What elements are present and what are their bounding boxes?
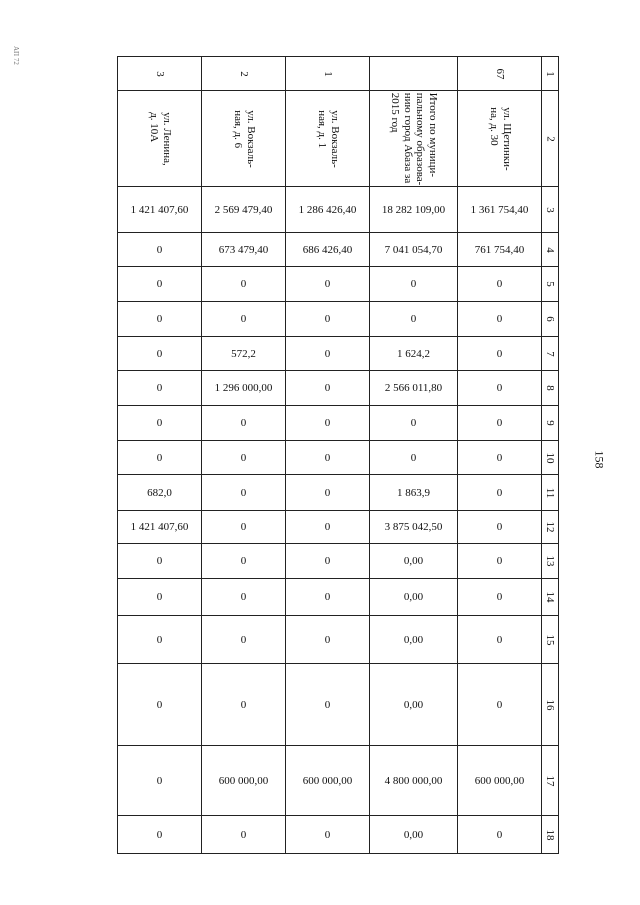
row-number-cell [542,579,559,616]
header-label: ул. Щетинки- на, д. 30 [487,106,513,171]
value-cell: 0 [118,579,202,616]
row-number-cell [542,187,559,233]
row-number-cell [542,544,559,579]
value-cell: 0 [286,406,370,441]
value-cell: 0 [370,267,458,302]
row-number-cell [542,511,559,544]
row-number-cell [542,816,559,854]
table-row [118,267,559,302]
value-cell: 0,00 [370,579,458,616]
value-cell: 0 [118,233,202,267]
value-cell: 0 [458,337,542,371]
value-cell: 1 296 000,00 [202,371,286,406]
value-cell: 0 [370,302,458,337]
value-cell: 0 [202,544,286,579]
header-number-cell [202,57,286,91]
row-number-cell [542,371,559,406]
value-cell: 0,00 [370,616,458,664]
value-cell: 0 [458,475,542,511]
value-cell: 0 [286,441,370,475]
value-cell: 2 566 011,80 [370,371,458,406]
value-cell: 600 000,00 [458,746,542,816]
page-number: 158 [592,450,607,469]
table-row [118,233,559,267]
value-cell: 0 [118,406,202,441]
value-cell: 4 800 000,00 [370,746,458,816]
row-number: 5 [544,281,556,287]
row-number-cell [542,475,559,511]
header-label-cell [202,91,286,187]
value-cell: 0 [118,616,202,664]
value-cell: 0 [118,664,202,746]
value-cell: 0 [202,406,286,441]
value-cell: 0 [286,544,370,579]
value-cell: 0 [118,267,202,302]
row-number: 3 [544,206,556,213]
header-number: 67 [493,68,506,79]
table-row [118,337,559,371]
value-cell: 7 041 054,70 [370,233,458,267]
value-cell: 18 282 109,00 [370,187,458,233]
header-number-cell [286,57,370,91]
value-cell: 0 [286,579,370,616]
row-number: 8 [544,385,556,391]
value-cell: 0 [118,302,202,337]
value-cell: 0 [458,302,542,337]
header-label-cell [458,91,542,187]
header-number: 3 [153,70,166,77]
value-cell: 0 [458,371,542,406]
value-cell: 682,0 [118,475,202,511]
header-label-cell [286,91,370,187]
value-cell: 0 [458,816,542,854]
value-cell: 0 [202,302,286,337]
value-cell: 0 [458,664,542,746]
value-cell: 3 875 042,50 [370,511,458,544]
header-label: ул. Ленина, д. 10А [147,111,173,166]
corner-mark: АП 72 [12,46,20,65]
table-row [118,816,559,854]
row-number: 14 [544,591,556,603]
table-row [118,406,559,441]
table-body [118,57,559,854]
table-row [118,664,559,746]
value-cell: 0 [458,441,542,475]
table-row [118,187,559,233]
value-cell: 2 569 479,40 [202,187,286,233]
row-number: 18 [544,829,556,840]
row-number: 10 [544,452,556,463]
row-number: 12 [544,521,556,533]
value-cell: 1 863,9 [370,475,458,511]
header-label-cell [118,91,202,187]
row-number: 15 [544,634,556,645]
value-cell: 1 286 426,40 [286,187,370,233]
table-row [118,616,559,664]
header-label: Итого по муници- пальному образова- нию город Абаза за 2015 год [389,92,439,185]
table-row [118,475,559,511]
table-row [118,544,559,579]
header-label: 2 [544,135,557,142]
value-cell: 1 624,2 [370,337,458,371]
value-cell: 572,2 [202,337,286,371]
row-number-cell [542,233,559,267]
value-cell: 0 [286,616,370,664]
value-cell: 600 000,00 [202,746,286,816]
value-cell: 0 [202,441,286,475]
header-label: ул. Вокзаль- ная, д. 6 [231,109,257,168]
value-cell: 1 421 407,60 [118,511,202,544]
value-cell: 0 [118,746,202,816]
header-number-cell [118,57,202,91]
row-number-cell [542,664,559,746]
value-cell: 0 [286,816,370,854]
value-cell: 0 [458,406,542,441]
value-cell: 0 [286,475,370,511]
header-number-row [118,57,559,91]
table-row [118,746,559,816]
value-cell: 0 [370,441,458,475]
value-cell: 0 [118,816,202,854]
value-cell: 0 [202,475,286,511]
table-row [118,302,559,337]
header-label-row [118,91,559,187]
row-number-cell [542,302,559,337]
value-cell: 0 [118,441,202,475]
value-cell: 0,00 [370,816,458,854]
row-number-cell [542,267,559,302]
value-cell: 0 [202,579,286,616]
value-cell: 761 754,40 [458,233,542,267]
row-number-cell [542,406,559,441]
table-row [118,371,559,406]
row-number: 9 [544,420,556,426]
table-row [118,511,559,544]
value-cell: 0 [458,579,542,616]
table-row [118,579,559,616]
value-cell: 0 [286,371,370,406]
value-cell: 0 [286,664,370,746]
row-number: 13 [544,555,556,567]
header-number: 1 [321,70,334,77]
value-cell: 686 426,40 [286,233,370,267]
header-number: 2 [237,70,250,77]
value-cell: 0,00 [370,664,458,746]
data-table [117,56,559,854]
row-number: 4 [544,246,556,253]
row-number-cell [542,746,559,816]
value-cell: 673 479,40 [202,233,286,267]
header-number: 1 [544,70,556,77]
header-label-cell [370,91,458,187]
value-cell: 0,00 [370,544,458,579]
row-number-cell [542,441,559,475]
value-cell: 0 [118,544,202,579]
row-number-cell [542,616,559,664]
header-number-cell [542,57,559,91]
value-cell: 0 [458,616,542,664]
row-number: 7 [544,350,556,357]
row-number: 17 [544,775,556,786]
value-cell: 0 [118,337,202,371]
value-cell: 0 [458,544,542,579]
value-cell: 1 361 754,40 [458,187,542,233]
value-cell: 0 [286,337,370,371]
header-label: ул. Вокзаль- ная, д. 1 [315,109,341,168]
header-label-cell [542,91,559,187]
value-cell: 0 [202,664,286,746]
value-cell: 0 [202,616,286,664]
value-cell: 600 000,00 [286,746,370,816]
table-row [118,441,559,475]
row-number-cell [542,337,559,371]
value-cell: 0 [286,511,370,544]
value-cell: 0 [202,816,286,854]
value-cell: 0 [118,371,202,406]
value-cell: 0 [458,267,542,302]
header-number-cell [458,57,542,91]
row-number: 11 [544,487,556,498]
value-cell: 0 [458,511,542,544]
value-cell: 0 [286,267,370,302]
value-cell: 1 421 407,60 [118,187,202,233]
value-cell: 0 [202,511,286,544]
row-number: 16 [544,699,556,710]
header-number-cell [370,57,458,91]
value-cell: 0 [370,406,458,441]
value-cell: 0 [202,267,286,302]
value-cell: 0 [286,302,370,337]
row-number: 6 [544,316,556,322]
